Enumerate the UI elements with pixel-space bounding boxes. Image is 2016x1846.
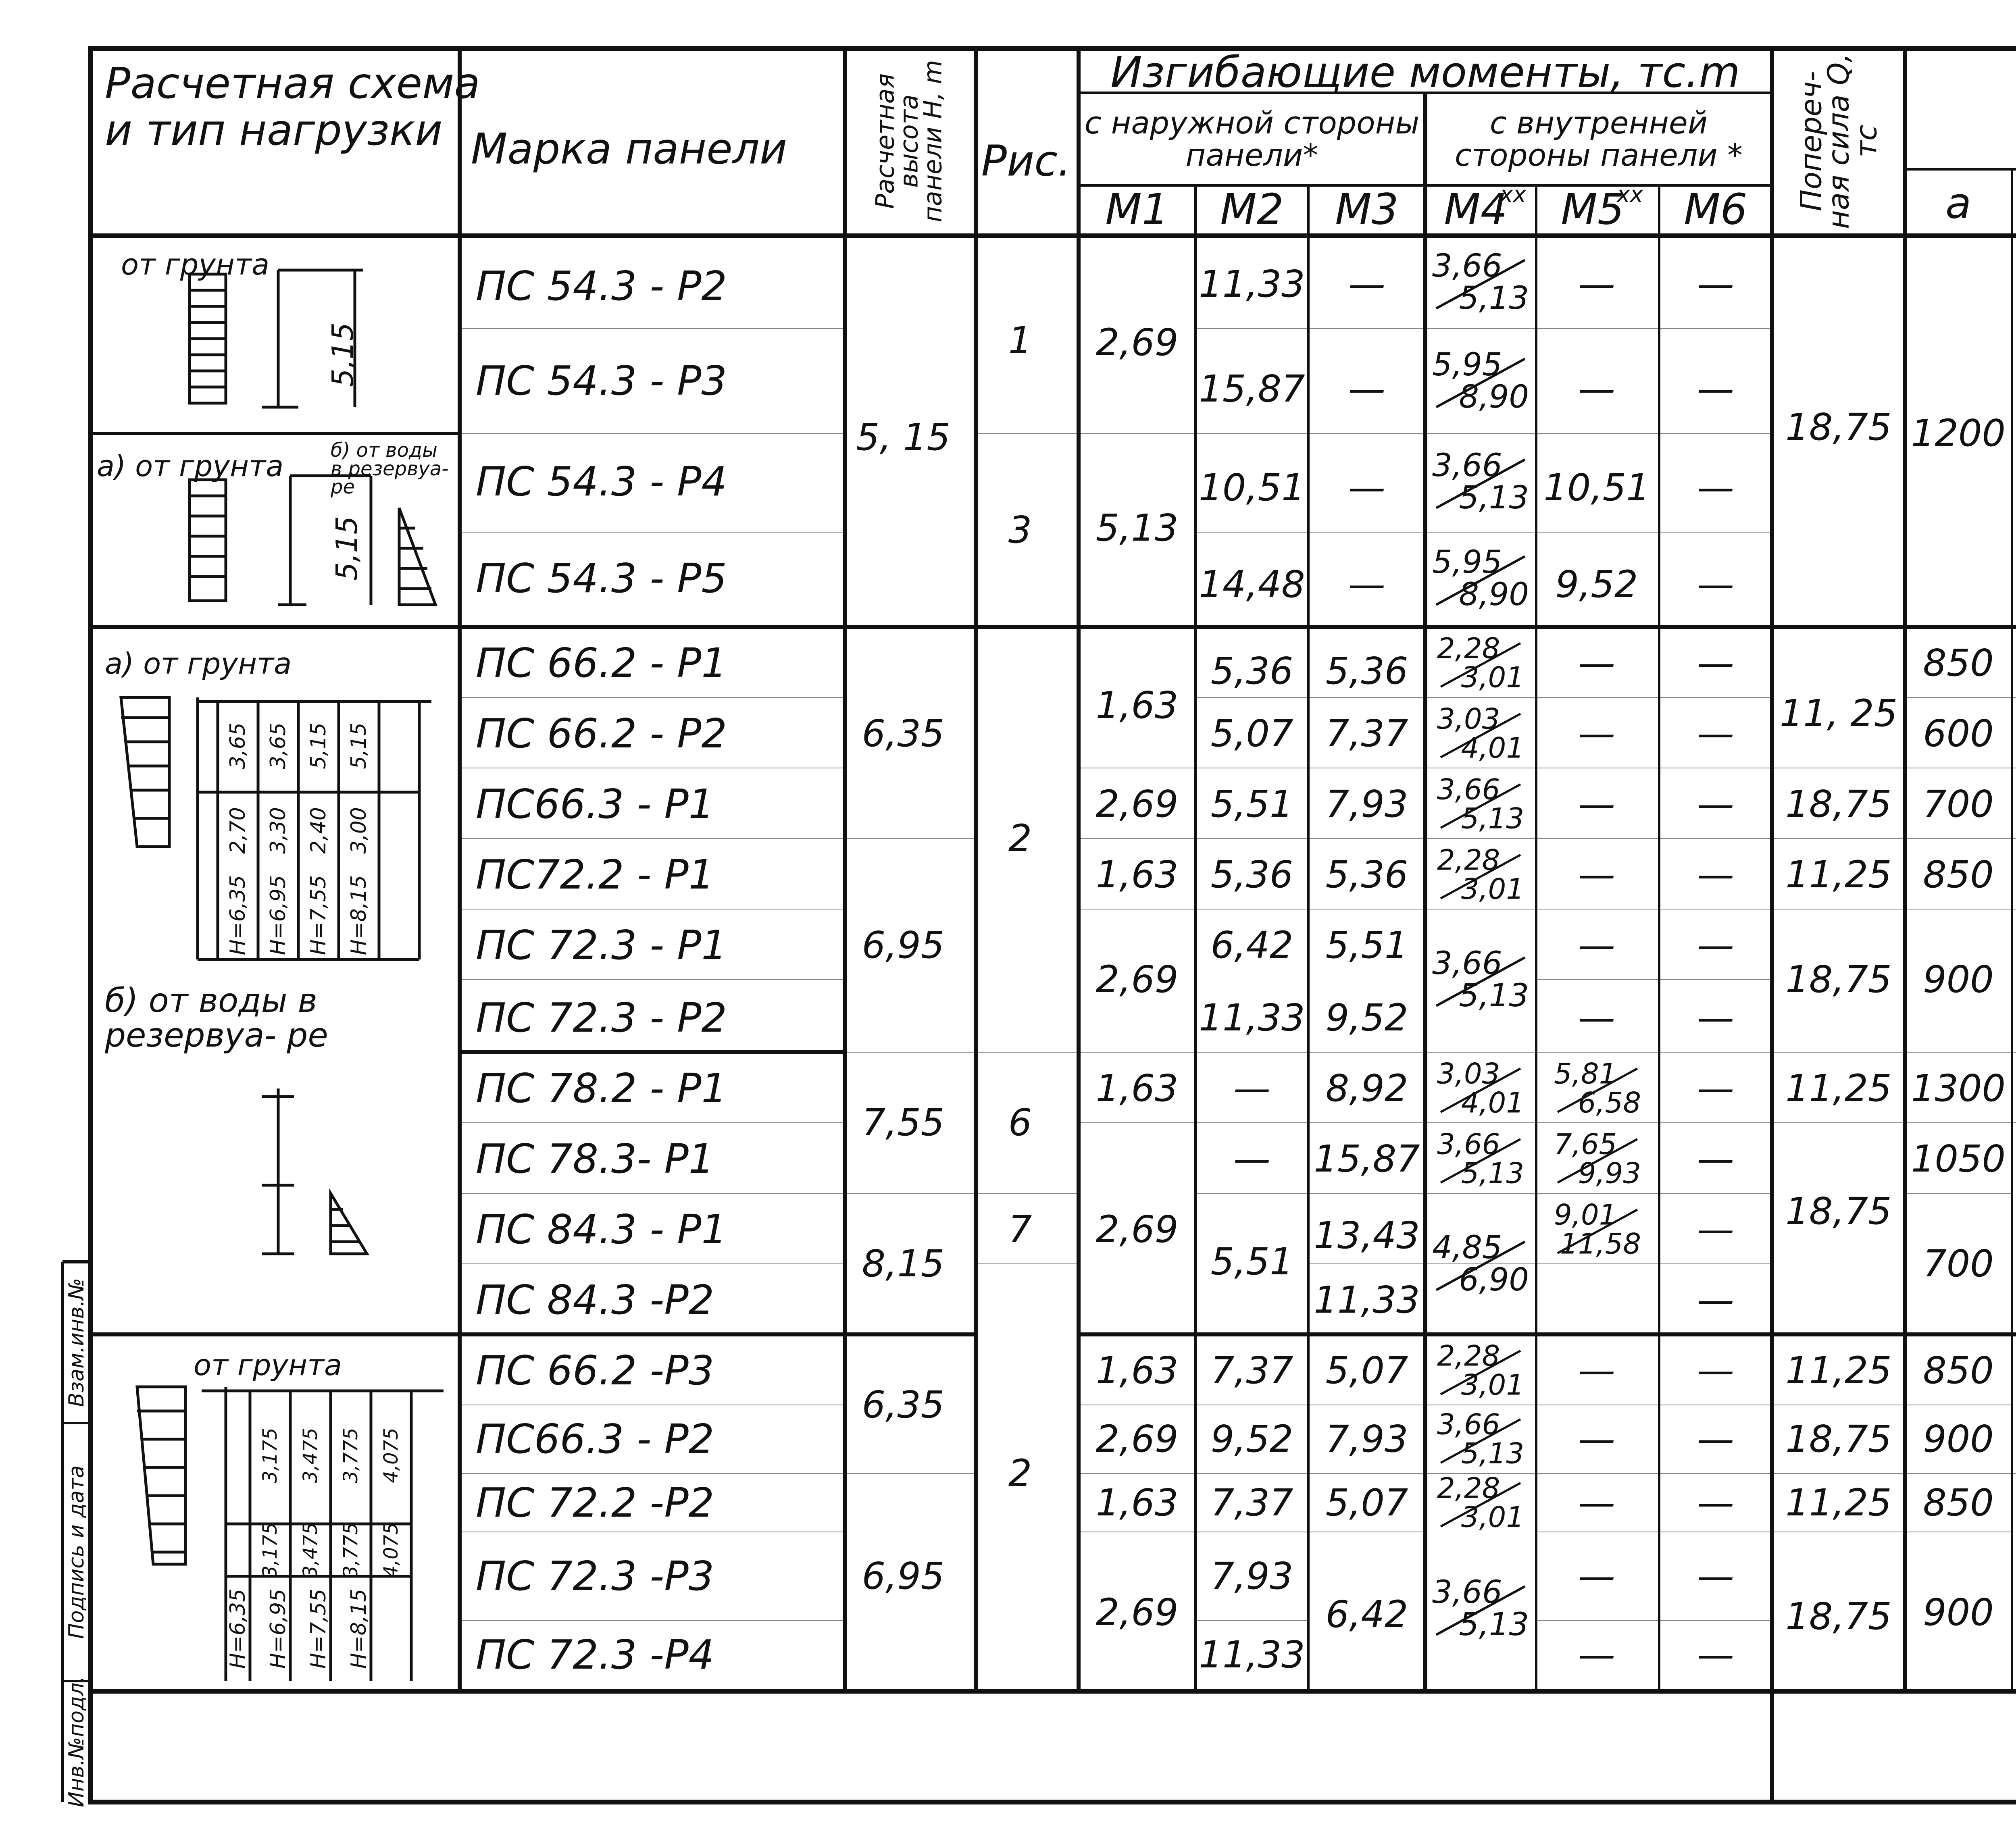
m3-value: 5,07 — [1325, 1481, 1408, 1524]
m2-value: 11,33 — [1199, 996, 1305, 1039]
s4-dim-bottom: 4,075 — [380, 1522, 402, 1578]
m6-value: — — [1697, 996, 1734, 1039]
s4-dim-top: 4,075 — [380, 1428, 402, 1483]
height-value: 6,35 — [862, 1383, 945, 1426]
height-value: 7,55 — [862, 1101, 945, 1144]
m1-value: 1,63 — [1095, 853, 1179, 896]
m3-value: 7,37 — [1325, 712, 1408, 755]
s3-dim-top: 5,15 — [306, 722, 331, 769]
m5-value: — — [1578, 1481, 1615, 1524]
m2-value: — — [1233, 1137, 1270, 1180]
m6-value: — — [1697, 853, 1734, 896]
panel-mark: ПС 54.3 - Р4 — [476, 458, 727, 505]
size-a: 850 — [1923, 1349, 1994, 1392]
m5-value: — — [1578, 1417, 1615, 1461]
m4-fraction: 2,28 3,01 — [1437, 1472, 1524, 1534]
header-m6: M6 — [1684, 185, 1747, 234]
panel-mark: ПС 84.3 - Р1 — [476, 1206, 727, 1253]
panel-mark: ПС66.3 - Р2 — [476, 1415, 714, 1463]
m3-value: 5,51 — [1325, 924, 1408, 967]
m6-value: — — [1697, 1417, 1734, 1461]
s3-dim-h: H=8,15 — [347, 875, 371, 955]
m2-value: 5,36 — [1210, 649, 1293, 693]
s4-dim-bottom: 3,775 — [339, 1522, 362, 1578]
shear-value: 11, 25 — [1779, 692, 1898, 735]
s4-dim-top: 3,775 — [339, 1428, 362, 1483]
height-value: 8,15 — [862, 1242, 945, 1285]
fig-number: 2 — [1008, 1452, 1032, 1495]
panel-mark: ПС 84.3 -Р2 — [476, 1276, 714, 1324]
header-fig: Рис. — [981, 136, 1071, 186]
m3-value: 5,36 — [1325, 853, 1408, 896]
scheme3-label-b: б) от воды в резервуа- ре — [105, 982, 328, 1055]
panel-mark: ПС 78.2 - Р1 — [476, 1065, 727, 1112]
m6-value: — — [1697, 641, 1734, 685]
m1-value: 2,69 — [1095, 1417, 1179, 1461]
m1-value: 1,63 — [1095, 1067, 1179, 1110]
m2-value: 9,52 — [1210, 1417, 1293, 1461]
scheme3-label-a: а) от грунта — [105, 647, 292, 681]
m2-value: 14,48 — [1199, 563, 1305, 606]
m2-value: 5,07 — [1210, 712, 1293, 755]
shear-value: 18,75 — [1785, 783, 1892, 826]
m6-value: — — [1697, 1555, 1734, 1598]
size-a: 700 — [1923, 783, 1994, 826]
panel-mark: ПС 54.3 - Р5 — [476, 555, 727, 602]
fig-number: 3 — [1008, 508, 1032, 552]
header-m4: M4 — [1444, 185, 1508, 234]
side-label-replace: Взам.инв.№ — [65, 1278, 89, 1407]
header-inner: с внутренней стороны панели * — [1455, 105, 1743, 173]
m3-value: 8,92 — [1325, 1067, 1408, 1110]
header-a: а — [1945, 179, 1972, 228]
shear-value: 11,25 — [1785, 1067, 1892, 1110]
m1-value: 1,63 — [1095, 1481, 1179, 1524]
m4-fraction: 5,95 8,90 — [1432, 347, 1529, 415]
s3-dim-mid: 2,40 — [306, 807, 331, 854]
m6-value: — — [1697, 1349, 1734, 1392]
scheme1-dim: 5,15 — [326, 322, 360, 387]
header-mark: Марка панели — [471, 124, 787, 174]
m4-fraction: 3,66 5,13 — [1437, 773, 1524, 835]
m3-value: 5,36 — [1325, 649, 1408, 693]
fig-number: 1 — [1008, 319, 1032, 362]
m5-value: — — [1578, 1555, 1615, 1598]
s3-dim-mid: 3,30 — [266, 807, 290, 854]
m5-value: — — [1578, 783, 1615, 826]
m5-value: — — [1578, 1633, 1615, 1676]
m5-value: — — [1578, 1349, 1615, 1392]
m2-value: 11,33 — [1199, 1633, 1305, 1676]
m6-value: — — [1697, 262, 1734, 306]
scheme4-label: от грунта — [194, 1348, 342, 1382]
s3-dim-h: H=6,95 — [266, 875, 290, 955]
s3-dim-mid: 2,70 — [226, 807, 250, 854]
m2-value: 6,42 — [1210, 924, 1293, 967]
m4-fraction: 5,95 8,90 — [1432, 544, 1529, 613]
m2-value: 7,37 — [1210, 1349, 1293, 1392]
m6-value: — — [1697, 712, 1734, 755]
m5-value: 9,52 — [1555, 563, 1638, 606]
fig-number: 7 — [1008, 1208, 1032, 1251]
m5-fraction: 9,01 11,58 — [1554, 1199, 1641, 1261]
s4-dim-h: H=7,55 — [306, 1588, 331, 1669]
m3-value: — — [1348, 262, 1385, 306]
m1-value: 1,63 — [1095, 1349, 1179, 1392]
header-moments: Изгибающие моменты, тс.m — [1110, 48, 1740, 97]
m2-value: — — [1233, 1067, 1270, 1110]
panel-mark: ПС 66.2 -Р3 — [476, 1347, 714, 1394]
m6-value: — — [1697, 466, 1734, 509]
s4-dim-top: 3,175 — [259, 1428, 281, 1483]
m3-value: 15,87 — [1314, 1137, 1420, 1180]
s3-dim-top: 3,65 — [266, 722, 290, 769]
m1-value: 2,69 — [1095, 1208, 1179, 1251]
size-a: 850 — [1923, 1481, 1994, 1524]
m6-value: — — [1697, 563, 1734, 606]
m4-fraction: 3,66 5,13 — [1437, 1128, 1524, 1190]
panel-mark: ПС 72.3 -Р4 — [476, 1631, 714, 1678]
panel-mark: ПС 72.3 -Р3 — [476, 1553, 714, 1600]
fig-number: 6 — [1008, 1101, 1032, 1144]
size-a: 1050 — [1911, 1137, 2006, 1180]
size-a: 1200 — [1911, 412, 2006, 455]
s4-dim-h: H=6,35 — [226, 1588, 250, 1669]
s4-dim-h: H=8,15 — [347, 1588, 371, 1669]
m1-value: 1,63 — [1095, 684, 1179, 727]
panel-mark: ПС 78.3- Р1 — [476, 1135, 714, 1182]
shear-value: 18,75 — [1785, 958, 1892, 1001]
m2-value: 10,51 — [1199, 466, 1305, 509]
shear-value: 11,25 — [1785, 853, 1892, 896]
scheme2-label-b: б) от воды в резервуа- ре — [331, 439, 449, 499]
shear-value: 18,75 — [1785, 1417, 1892, 1461]
header-m5-sup: xx — [1617, 181, 1643, 207]
m4-fraction: 3,03 4,01 — [1437, 703, 1524, 765]
m6-value: — — [1697, 367, 1734, 410]
panel-mark: ПС 72.3 - Р2 — [476, 994, 727, 1041]
s4-dim-h: H=6,95 — [266, 1588, 290, 1669]
scheme2-dim: 5,15 — [330, 516, 364, 581]
size-a: 850 — [1923, 641, 1994, 685]
panel-mark: ПС 54.3 - Р3 — [476, 357, 727, 404]
m3-value: — — [1348, 563, 1385, 606]
header-m3: M3 — [1335, 185, 1399, 234]
scheme2-label-a: а) от грунта — [97, 449, 284, 483]
shear-value: 18,75 — [1785, 406, 1892, 449]
m5-value: — — [1578, 712, 1615, 755]
scheme1-label: от грунта — [121, 248, 270, 281]
panel-mark: ПС 66.2 - Р1 — [476, 639, 727, 687]
m4-fraction: 2,28 3,01 — [1437, 632, 1524, 694]
s3-dim-h: H=6,35 — [226, 875, 250, 955]
size-a: 600 — [1923, 712, 1994, 755]
height-value: 5, 15 — [856, 416, 951, 459]
m3-value: 7,93 — [1325, 783, 1408, 826]
m4-fraction: 3,66 5,13 — [1432, 447, 1529, 516]
m3-value: 6,42 — [1325, 1593, 1408, 1636]
m4-fraction: 4,85 6,90 — [1432, 1230, 1529, 1298]
panel-mark: ПС 66.2 - Р2 — [476, 710, 727, 757]
fig-number: 2 — [1008, 817, 1032, 860]
size-a: 700 — [1923, 1242, 1994, 1285]
m2-value: 5,51 — [1210, 783, 1293, 826]
m6-value: — — [1697, 924, 1734, 967]
m4-fraction: 2,28 3,01 — [1437, 1340, 1524, 1402]
shear-value: 11,25 — [1785, 1481, 1892, 1524]
size-a: 900 — [1923, 1591, 1994, 1634]
s4-dim-bottom: 3,175 — [259, 1522, 281, 1578]
m6-value: — — [1697, 1208, 1734, 1251]
size-a: 900 — [1923, 958, 1994, 1001]
s3-dim-mid: 3,00 — [347, 807, 371, 854]
panel-mark: ПС 72.3 - Р1 — [476, 922, 727, 969]
m1-value: 2,69 — [1095, 321, 1179, 364]
m2-value: 5,36 — [1210, 853, 1293, 896]
m6-value: — — [1697, 1067, 1734, 1110]
header-outer: с наружной стороны панели* — [1084, 105, 1420, 173]
m3-value: 5,07 — [1325, 1349, 1408, 1392]
m1-value: 2,69 — [1095, 958, 1179, 1001]
height-value: 6,95 — [862, 924, 945, 967]
m3-value: — — [1348, 466, 1385, 509]
m6-value: — — [1697, 1633, 1734, 1676]
m4-fraction: 3,66 5,13 — [1432, 945, 1529, 1014]
height-value: 6,35 — [862, 712, 945, 755]
s4-dim-top: 3,475 — [299, 1428, 322, 1483]
m4-fraction: 3,66 5,13 — [1437, 1408, 1524, 1470]
m2-value: 15,87 — [1199, 367, 1305, 410]
m6-value: — — [1697, 1481, 1734, 1524]
m4-fraction: 3,03 4,01 — [1437, 1057, 1524, 1120]
m3-value: — — [1348, 367, 1385, 410]
m5-fraction: 7,65 9,93 — [1554, 1128, 1641, 1190]
shear-value: 18,75 — [1785, 1190, 1892, 1233]
side-label-sign: Подпись и дата — [65, 1465, 89, 1639]
m6-value: — — [1697, 1278, 1734, 1322]
height-value: 6,95 — [862, 1555, 945, 1598]
m1-value: 2,69 — [1095, 783, 1179, 826]
header-m1: M1 — [1105, 185, 1169, 234]
m4-fraction: 2,28 3,01 — [1437, 844, 1524, 906]
m4-fraction: 3,66 5,13 — [1432, 1574, 1529, 1643]
s3-dim-top: 5,15 — [347, 722, 371, 769]
panel-mark: ПС66.3 - Р1 — [476, 780, 714, 828]
m3-value: 9,52 — [1325, 996, 1408, 1039]
m1-value: 2,69 — [1095, 1591, 1179, 1634]
m5-value: — — [1578, 853, 1615, 896]
panel-mark: ПС 72.2 -Р2 — [476, 1479, 714, 1526]
m5-fraction: 5,81 6,58 — [1554, 1057, 1641, 1120]
m1-value: 5,13 — [1095, 506, 1179, 549]
header-scheme: Расчетная схема и тип нагрузки — [105, 59, 480, 155]
m5-value: — — [1578, 924, 1615, 967]
m3-value: 7,93 — [1325, 1417, 1408, 1461]
size-a: 900 — [1923, 1417, 1994, 1461]
shear-value: 11,25 — [1785, 1349, 1892, 1392]
m5-value: — — [1578, 367, 1615, 410]
side-label-inv: Инв.№подл. — [65, 1676, 89, 1807]
header-shear: Попереч- ная сила Q, тс — [1794, 53, 1883, 229]
m5-value: — — [1578, 996, 1615, 1039]
s3-dim-h: H=7,55 — [306, 875, 331, 955]
header-m2: M2 — [1220, 185, 1284, 234]
header-height: Расчетная высота панели H, m — [870, 60, 948, 223]
s4-dim-bottom: 3,475 — [299, 1522, 322, 1578]
m2-value: 5,51 — [1210, 1240, 1293, 1283]
m6-value: — — [1697, 783, 1734, 826]
panel-mark: ПС72.2 - Р1 — [476, 851, 714, 898]
m3-value: 11,33 — [1314, 1278, 1420, 1322]
m5-value: 10,51 — [1543, 466, 1650, 509]
header-m5: M5 — [1561, 185, 1624, 234]
size-a: 850 — [1923, 853, 1994, 896]
header-m4-sup: xx — [1500, 181, 1527, 207]
m5-value: — — [1578, 262, 1615, 306]
m4-fraction: 3,66 5,13 — [1432, 248, 1529, 316]
size-a: 1300 — [1911, 1067, 2006, 1110]
m3-value: 13,43 — [1314, 1214, 1420, 1257]
m6-value: — — [1697, 1137, 1734, 1180]
panel-mark: ПС 54.3 - Р2 — [476, 262, 727, 310]
shear-value: 18,75 — [1785, 1595, 1892, 1638]
m2-value: 7,93 — [1210, 1555, 1293, 1598]
s3-dim-top: 3,65 — [226, 722, 250, 769]
m2-value: 7,37 — [1210, 1481, 1293, 1524]
m5-value: — — [1578, 641, 1615, 685]
m2-value: 11,33 — [1199, 262, 1305, 306]
